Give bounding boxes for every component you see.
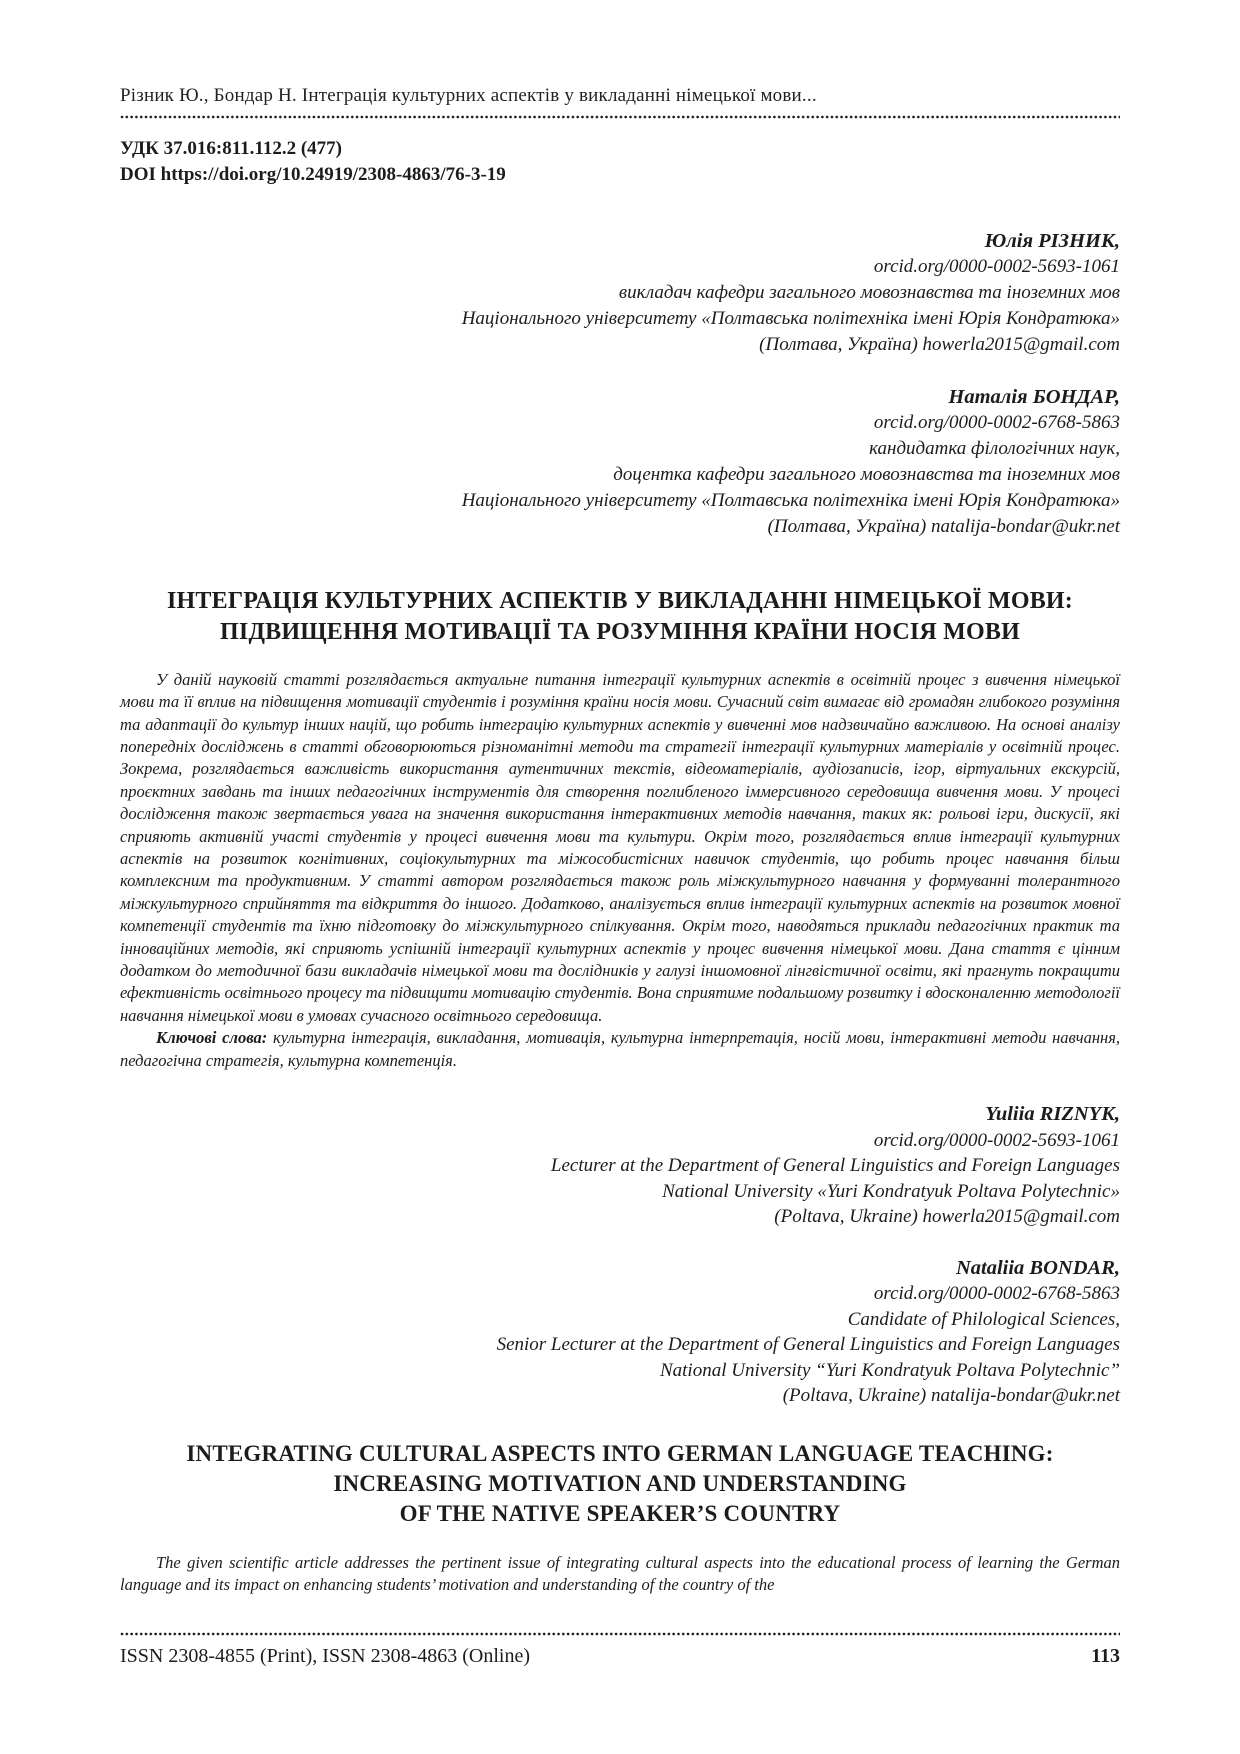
author-name: Наталія БОНДАР, — [948, 385, 1120, 408]
page-number: 113 — [1091, 1645, 1120, 1667]
abstract-uk — [120, 669, 1120, 1072]
footer-issn: ISSN 2308-4855 (Print), ISSN 2308-4863 (Online) — [120, 1645, 530, 1667]
abstract-en — [120, 1552, 1120, 1597]
author-contact: (Poltava, Ukraine) howerla2015@gmail.com — [774, 1206, 1120, 1228]
running-head: Різник Ю., Бондар Н. Інтеграція культурних аспектів у викладанні німецької мови... — [120, 85, 817, 106]
udc-doi-block — [120, 136, 1120, 188]
article-title-en-line1: INTEGRATING CULTURAL ASPECTS INTO GERMAN LANGUAGE TEACHING: — [186, 1440, 1054, 1466]
doi-link: DOI https://doi.org/10.24919/2308-4863/76-3-19 — [120, 163, 506, 185]
author-name: Юлія РІЗНИК, — [984, 229, 1120, 252]
author-name: Nataliia BONDAR, — [955, 1256, 1120, 1279]
author-name: Yuliia RIZNYK, — [985, 1103, 1120, 1126]
author-position: доцентка кафедри загального мовознавства та іноземних мов — [613, 463, 1120, 485]
article-title-uk-line2: ПІДВИЩЕННЯ МОТИВАЦІЇ ТА РОЗУМІННЯ КРАЇНИ НОСІЯ МОВИ — [220, 618, 1020, 645]
keywords-uk — [120, 1027, 1120, 1072]
author-block-uk-bondar — [120, 384, 1120, 540]
page-footer — [120, 1632, 1120, 1668]
author-orcid: orcid.org/0000-0002-6768-5863 — [873, 1283, 1120, 1305]
article-title-uk — [120, 586, 1120, 648]
author-block-en-riznyk — [120, 1102, 1120, 1230]
author-block-en-bondar — [120, 1256, 1120, 1409]
header-dotted-rule — [120, 115, 1120, 119]
keywords-uk-list: культурна інтеграція, викладання, мотивація, культурна інтерпретація, носій мови, інтерактивні методи навчання, педагогічна стратегія, культурна компетенція. — [120, 1028, 1120, 1070]
author-orcid: orcid.org/0000-0002-6768-5863 — [873, 411, 1120, 433]
keywords-uk-label: Ключові слова: — [156, 1028, 268, 1048]
abstract-uk-body: У даній науковій статті розглядається актуальне питання інтеграції культурних аспектів в освітній процес з вивчення німецької мови та її вплив на підвищення мотивації студентів і розуміння країни носія мови. Сучасний світ вимагає від громадян глибокого розуміння та адаптації до культур інших націй, що робить інтеграцію культурних аспектів у вивченні мов надзвичайно важливою. На основі аналізу попередніх досліджень в статті обговорюються різноманітні методи та стратегії інтеграції культурних матеріалів у освітній процес. Зокрема, розглядається важливість використання аутентичних текстів, відеоматеріалів, аудіозаписів, ігор, віртуальних екскурсій, проєктних завдань та інших педагогічних інструментів для створення поглибленого іммерсивного середовища вивчення мови. У процесі дослідження також звертається увага на значення використання інтерактивних методів навчання, таких як: рольові ігри, дискусії, які сприяють активній участі студентів у процесі вивчення мови та культури. Окрім того, розглядається вплив інтеграції культурних аспектів на розвиток когнітивних, соціокультурних та міжособистісних навичок студентів, що робить процес навчання більш комплексним та продуктивним. У статті автором розглядається також роль міжкультурного навчання у формуванні толерантного міжкультурного сприйняття та відкриття до іншого. Додатково, аналізується вплив інтеграції культурних аспектів на розвиток мовної компетенції студентів та їхню підготовку до міжкультурного спілкування. Окрім того, наводяться приклади педагогічних практик та інноваційних методів, які сприяють успішній інтеграції культурних аспектів у процес вивчення німецької мови. Дана стаття є цінним додатком до методичної бази викладачів німецької мови та дослідників у галузі іншомовної лінгвістичної освіти, які прагнуть покращити ефективність освітнього процесу та підвищити мотивацію студентів. Вона сприятиме подальшому розвитку і вдосконаленню методології навчання німецької мови в умовах сучасного освітнього середовища. — [120, 669, 1120, 1025]
author-position: викладач кафедри загального мовознавства та іноземних мов — [618, 281, 1120, 303]
author-contact: (Полтава, Україна) howerla2015@gmail.com — [759, 333, 1120, 355]
footer-dotted-rule — [120, 1632, 1120, 1636]
udc-number: УДК 37.016:811.112.2 (477) — [120, 137, 343, 159]
author-affiliation: National University «Yuri Kondratyuk Poltava Polytechnic» — [662, 1180, 1120, 1202]
author-degree: Candidate of Philological Sciences, — [847, 1308, 1120, 1330]
author-degree: кандидатка філологічних наук, — [869, 437, 1120, 459]
article-title-en-line2: INCREASING MOTIVATION AND UNDERSTANDING — [333, 1470, 907, 1496]
author-orcid: orcid.org/0000-0002-5693-1061 — [873, 255, 1120, 277]
abstract-en-body: The given scientific article addresses the pertinent issue of integrating cultural aspects into the educational process of learning the German language and its impact on enhancing students’ motivation and understanding of the country of the — [120, 1552, 1120, 1594]
author-position: Senior Lecturer at the Department of General Linguistics and Foreign Languages — [496, 1334, 1120, 1356]
author-contact: (Полтава, Україна) natalija-bondar@ukr.net — [767, 515, 1120, 537]
article-title-uk-line1: ІНТЕГРАЦІЯ КУЛЬТУРНИХ АСПЕКТІВ У ВИКЛАДАННІ НІМЕЦЬКОЇ МОВИ: — [167, 587, 1073, 614]
author-contact: (Poltava, Ukraine) natalija-bondar@ukr.net — [782, 1385, 1120, 1407]
author-orcid: orcid.org/0000-0002-5693-1061 — [873, 1129, 1120, 1151]
author-block-uk-riznyk — [120, 228, 1120, 358]
article-title-en — [120, 1439, 1120, 1529]
author-position: Lecturer at the Department of General Linguistics and Foreign Languages — [550, 1155, 1120, 1177]
author-affiliation: Національного університету «Полтавська політехніка імені Юрія Кондратюка» — [461, 307, 1120, 329]
article-title-en-line3: OF THE NATIVE SPEAKER’S COUNTRY — [399, 1500, 841, 1526]
author-affiliation: Національного університету «Полтавська політехніка імені Юрія Кондратюка» — [461, 489, 1120, 511]
author-affiliation: National University “Yuri Kondratyuk Poltava Polytechnic” — [659, 1359, 1120, 1381]
